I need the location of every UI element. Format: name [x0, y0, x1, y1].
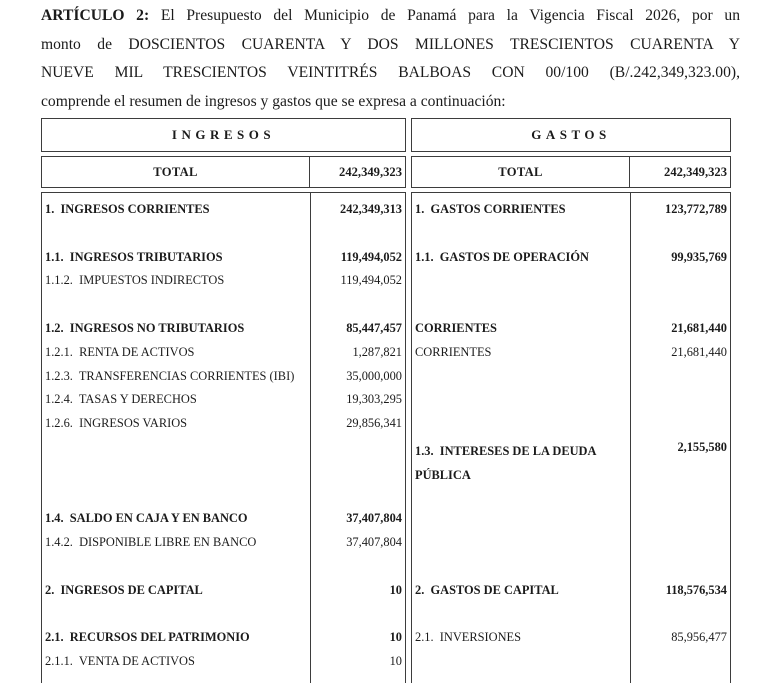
table-row	[412, 412, 730, 436]
row-label: 1.1. INGRESOS TRIBUTARIOS	[45, 249, 223, 264]
row-label: 1. INGRESOS CORRIENTES	[45, 202, 210, 216]
row-label: 1.1.2. IMPUESTOS INDIRECTOS	[45, 273, 225, 288]
row-value: 85,447,457	[346, 320, 402, 335]
table-row	[42, 531, 405, 555]
row-value: 242,349,313	[340, 202, 402, 216]
row-label: CORRIENTES	[415, 320, 497, 335]
ingresos-total-label: TOTAL	[42, 157, 310, 187]
table-row	[42, 269, 405, 293]
row-label: 1.2.4. TASAS Y DERECHOS	[45, 392, 197, 407]
row-value: 1,287,821	[352, 344, 402, 359]
gastos-total-value: 242,349,323	[664, 165, 727, 179]
table-row	[412, 317, 730, 341]
row-label: 1. GASTOS CORRIENTES	[415, 202, 566, 216]
row-label: 1.2.6. INGRESOS VARIOS	[45, 416, 188, 431]
table-row	[412, 603, 730, 627]
row-value: 123,772,789	[665, 202, 727, 216]
table-row	[412, 507, 730, 531]
gastos-panel	[411, 118, 731, 683]
row-label: 1.4. SALDO EN CAJA Y EN BANCO	[45, 511, 248, 526]
row-value: 118,576,534	[665, 582, 727, 597]
table-row	[412, 555, 730, 579]
ingresos-header: INGRESOS	[41, 118, 406, 152]
table-row	[412, 484, 730, 508]
table-row	[412, 388, 730, 412]
table-row	[42, 603, 405, 627]
row-value: 119,494,052	[340, 273, 402, 288]
gastos-total-row	[411, 156, 731, 188]
row-value: 10	[389, 654, 402, 669]
table-row	[42, 222, 405, 246]
row-value: 10	[389, 582, 402, 597]
table-row	[412, 246, 730, 270]
row-label: 1.4.2. DISPONIBLE LIBRE EN BANCO	[45, 535, 257, 550]
table-row	[42, 317, 405, 341]
article-line: monto de DOSCIENTOS CUARENTA Y DOS MILLONES TRESCIENTOS CUARENTA Y	[41, 35, 740, 53]
ingresos-body	[41, 192, 406, 683]
row-value: 2,155,580	[677, 439, 727, 454]
row-value: 21,681,440	[671, 320, 727, 335]
table-row	[42, 626, 405, 650]
gastos-header: GASTOS	[411, 118, 731, 152]
row-label: 1.1. GASTOS DE OPERACIÓN	[415, 249, 589, 264]
article-paragraph	[41, 2, 740, 116]
ingresos-panel	[41, 118, 406, 683]
table-row	[42, 579, 405, 603]
row-label: 1.2. INGRESOS NO TRIBUTARIOS	[45, 320, 245, 335]
row-label: 2. GASTOS DE CAPITAL	[415, 582, 559, 597]
article-line-text: El Presupuesto del Municipio de Panamá para la Vigencia Fiscal 2026, por un	[149, 7, 740, 24]
row-value: 37,407,804	[346, 535, 402, 550]
table-row	[42, 412, 405, 436]
table-row	[42, 436, 405, 484]
table-row	[42, 246, 405, 270]
row-label: 2. INGRESOS DE CAPITAL	[45, 582, 203, 597]
article-line	[41, 2, 740, 31]
row-label: 2.1. INVERSIONES	[415, 630, 522, 645]
table-row	[42, 365, 405, 389]
row-label: 1.3. INTERESES DE LA DEUDA PÚBLICA	[415, 443, 596, 482]
table-row	[42, 650, 405, 674]
table-row	[412, 198, 730, 222]
row-value: 119,494,052	[340, 249, 402, 264]
gastos-total-label: TOTAL	[412, 157, 630, 187]
row-label: 2.1.1. VENTA DE ACTIVOS	[45, 654, 195, 669]
table-row	[42, 484, 405, 508]
row-label: 1.2.3. TRANSFERENCIAS CORRIENTES (IBI)	[45, 368, 295, 383]
ingresos-total-row	[41, 156, 406, 188]
row-value: 19,303,295	[346, 392, 402, 407]
table-row	[412, 341, 730, 365]
row-value: 10	[389, 630, 402, 645]
row-value: 99,935,769	[671, 249, 727, 264]
table-row	[42, 198, 405, 222]
row-label: CORRIENTES	[415, 344, 492, 359]
article-line: NUEVE MIL TRESCIENTOS VEINTITRÉS BALBOAS CON 00/100 (B/.242,349,323.00),	[41, 64, 740, 82]
table-row	[412, 269, 730, 293]
table-row	[42, 555, 405, 579]
article-line: comprende el resumen de ingresos y gastos que se expresa a continuación:	[41, 92, 506, 110]
table-row	[42, 341, 405, 365]
table-row	[412, 293, 730, 317]
table-row	[412, 222, 730, 246]
table-row	[42, 388, 405, 412]
ingresos-total-value: 242,349,323	[339, 165, 402, 179]
row-value: 85,956,477	[671, 630, 727, 645]
row-label: 2.1. RECURSOS DEL PATRIMONIO	[45, 630, 250, 645]
table-row	[42, 293, 405, 317]
row-value: 37,407,804	[346, 511, 402, 526]
table-row	[412, 626, 730, 650]
table-row	[412, 365, 730, 389]
table-row	[412, 579, 730, 603]
table-row	[42, 507, 405, 531]
budget-table	[41, 118, 731, 683]
row-value: 35,000,000	[346, 368, 402, 383]
row-label: 1.2.1. RENTA DE ACTIVOS	[45, 344, 195, 359]
article-number: ARTÍCULO 2:	[41, 7, 150, 24]
gastos-body	[411, 192, 731, 683]
row-value: 29,856,341	[346, 416, 402, 431]
table-row	[412, 650, 730, 674]
table-row	[412, 531, 730, 555]
table-row	[412, 436, 730, 484]
row-value: 21,681,440	[671, 344, 727, 359]
